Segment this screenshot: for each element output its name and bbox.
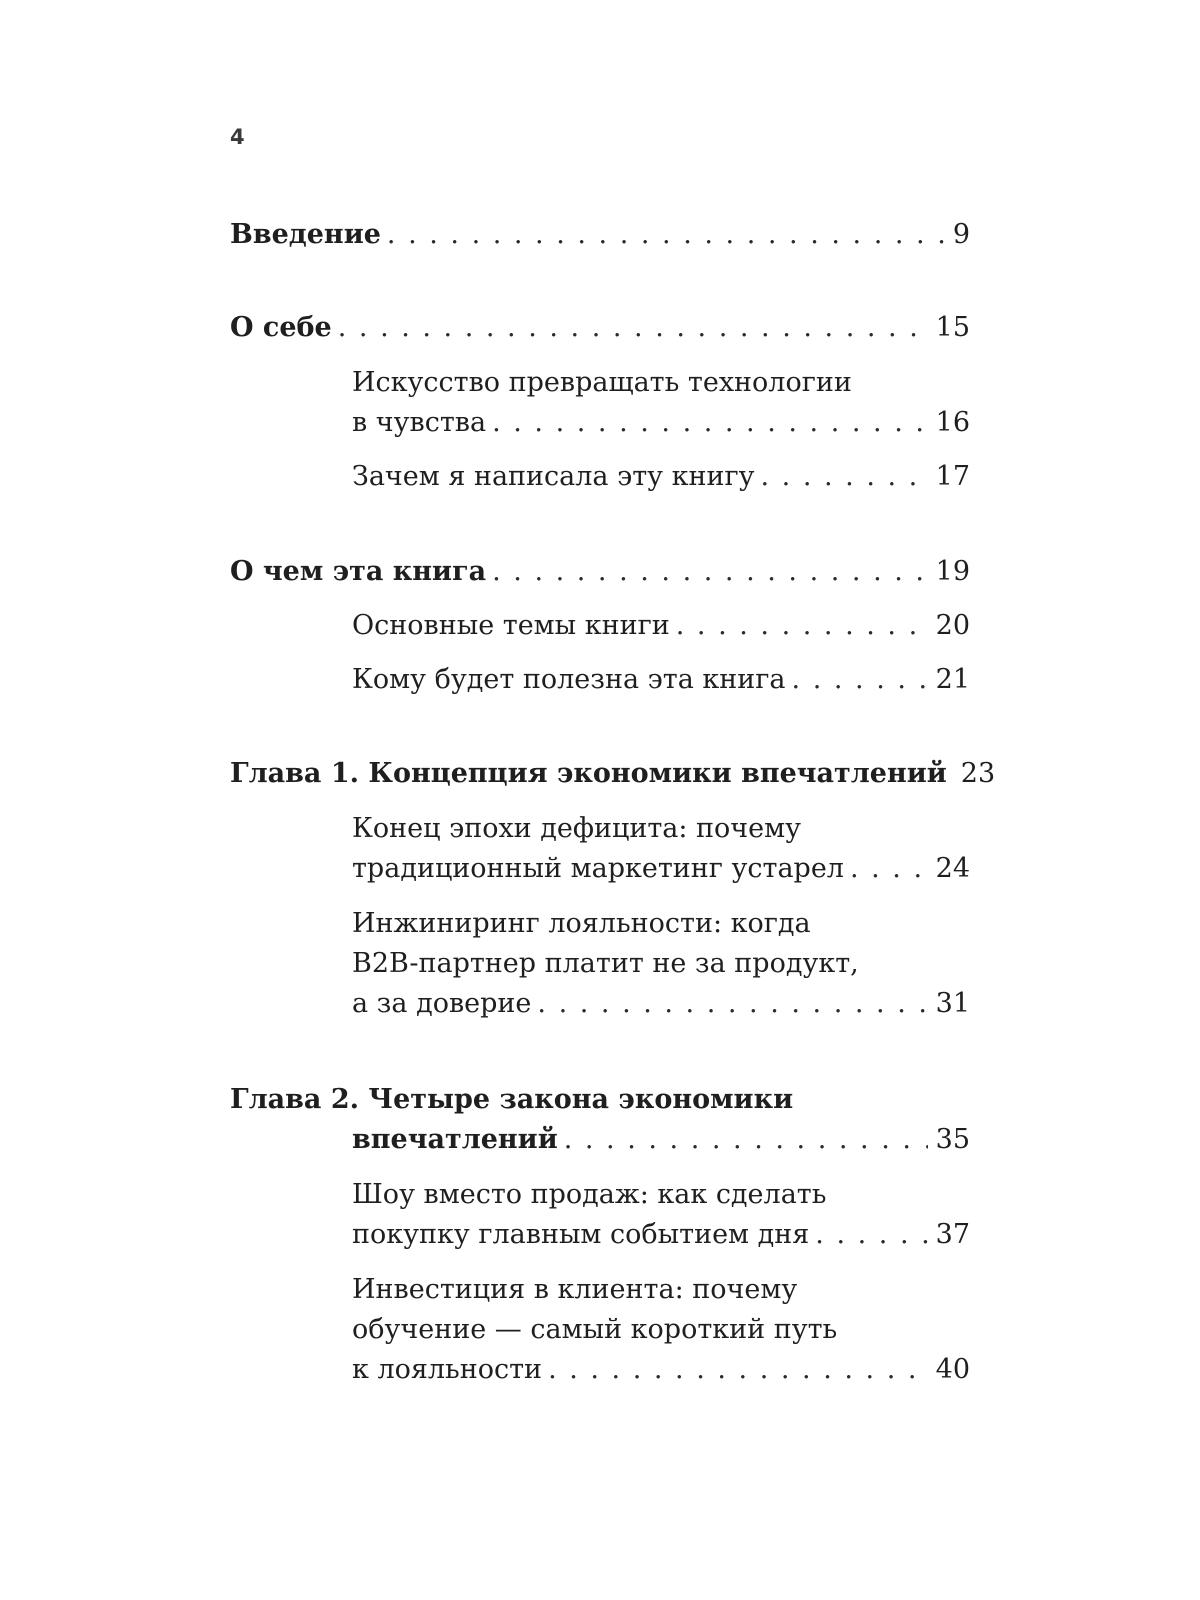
toc-page-number: 40	[935, 1354, 970, 1385]
toc-title-continued: покупку главным событием дня	[352, 1219, 810, 1250]
leader-dots	[492, 552, 928, 592]
toc-title: Кому будет полезна эта книга	[352, 664, 786, 695]
toc-title-continued: обучение — самый короткий путь	[352, 1314, 838, 1345]
toc-title: Шоу вместо продаж: как сделать	[352, 1179, 827, 1210]
toc-title-continued: впечатлений	[352, 1124, 558, 1155]
toc-title: Инвестиция в клиента: почему	[352, 1274, 798, 1305]
leader-dots	[761, 457, 928, 497]
toc-page-number: 24	[935, 853, 970, 884]
leader-dots	[537, 984, 927, 1024]
toc-page-number: 15	[935, 312, 970, 343]
toc-title: Искусство превращать технологии	[352, 367, 852, 398]
toc-page-number: 17	[935, 461, 970, 492]
toc-entry-end-of-scarcity	[230, 809, 970, 889]
toc-title: Глава 1. Концепция экономики впечатлений	[230, 758, 947, 789]
toc-page-number: 9	[952, 219, 970, 250]
toc-title-continued: к лояльности	[352, 1354, 543, 1385]
leader-dots	[850, 849, 928, 889]
leader-dots	[387, 215, 945, 255]
toc-page-number: 21	[935, 664, 970, 695]
toc-entry-why-i-wrote	[230, 457, 970, 497]
toc-title: Конец эпохи дефицита: почему	[352, 813, 802, 844]
toc-entry-chapter-1	[230, 754, 996, 794]
leader-dots	[676, 606, 928, 646]
toc-title-continued: в чувства	[352, 407, 487, 438]
toc-title: Зачем я написала эту книгу	[352, 461, 755, 492]
toc-entry-show-instead-of-sales	[230, 1175, 970, 1255]
leader-dots	[492, 403, 928, 443]
toc-entry-loyalty-engineering	[230, 904, 970, 1024]
toc-title: Инжиниринг лояльности: когда	[352, 908, 811, 939]
toc-entry-introduction	[230, 215, 970, 255]
toc-title: Основные темы книги	[352, 610, 670, 641]
toc-entry-about-book	[230, 552, 970, 592]
toc-title: Глава 2. Четыре закона экономики	[230, 1084, 794, 1115]
toc-entry-main-themes	[230, 606, 970, 646]
leader-dots	[815, 1215, 927, 1255]
toc-page-number: 23	[960, 758, 996, 789]
toc-page-number: 35	[935, 1124, 970, 1155]
toc-page-number: 16	[935, 407, 970, 438]
leader-dots	[564, 1120, 928, 1160]
toc-title-continued: а за доверие	[352, 988, 532, 1019]
toc-page-number: 37	[935, 1219, 970, 1250]
toc-title: Введение	[230, 219, 381, 250]
toc-entry-chapter-2	[230, 1080, 970, 1160]
toc-page-number: 31	[935, 988, 970, 1019]
toc-entry-investment-in-client	[230, 1270, 970, 1390]
toc-page-number: 20	[935, 610, 970, 641]
toc-page-number: 19	[935, 556, 970, 587]
leader-dots	[338, 308, 928, 348]
toc-entry-who-benefits	[230, 660, 970, 700]
toc-entry-art-of-technology	[230, 363, 970, 443]
leader-dots	[548, 1350, 928, 1390]
toc-entry-about-me	[230, 308, 970, 348]
toc-title: О чем эта книга	[230, 556, 487, 587]
leader-dots	[792, 660, 928, 700]
page-number: 4	[230, 125, 245, 149]
toc-title-continued: традиционный маркетинг устарел	[352, 853, 844, 884]
toc-title-continued: B2B-партнер платит не за продукт,	[352, 948, 859, 979]
toc-title: О себе	[230, 312, 332, 343]
